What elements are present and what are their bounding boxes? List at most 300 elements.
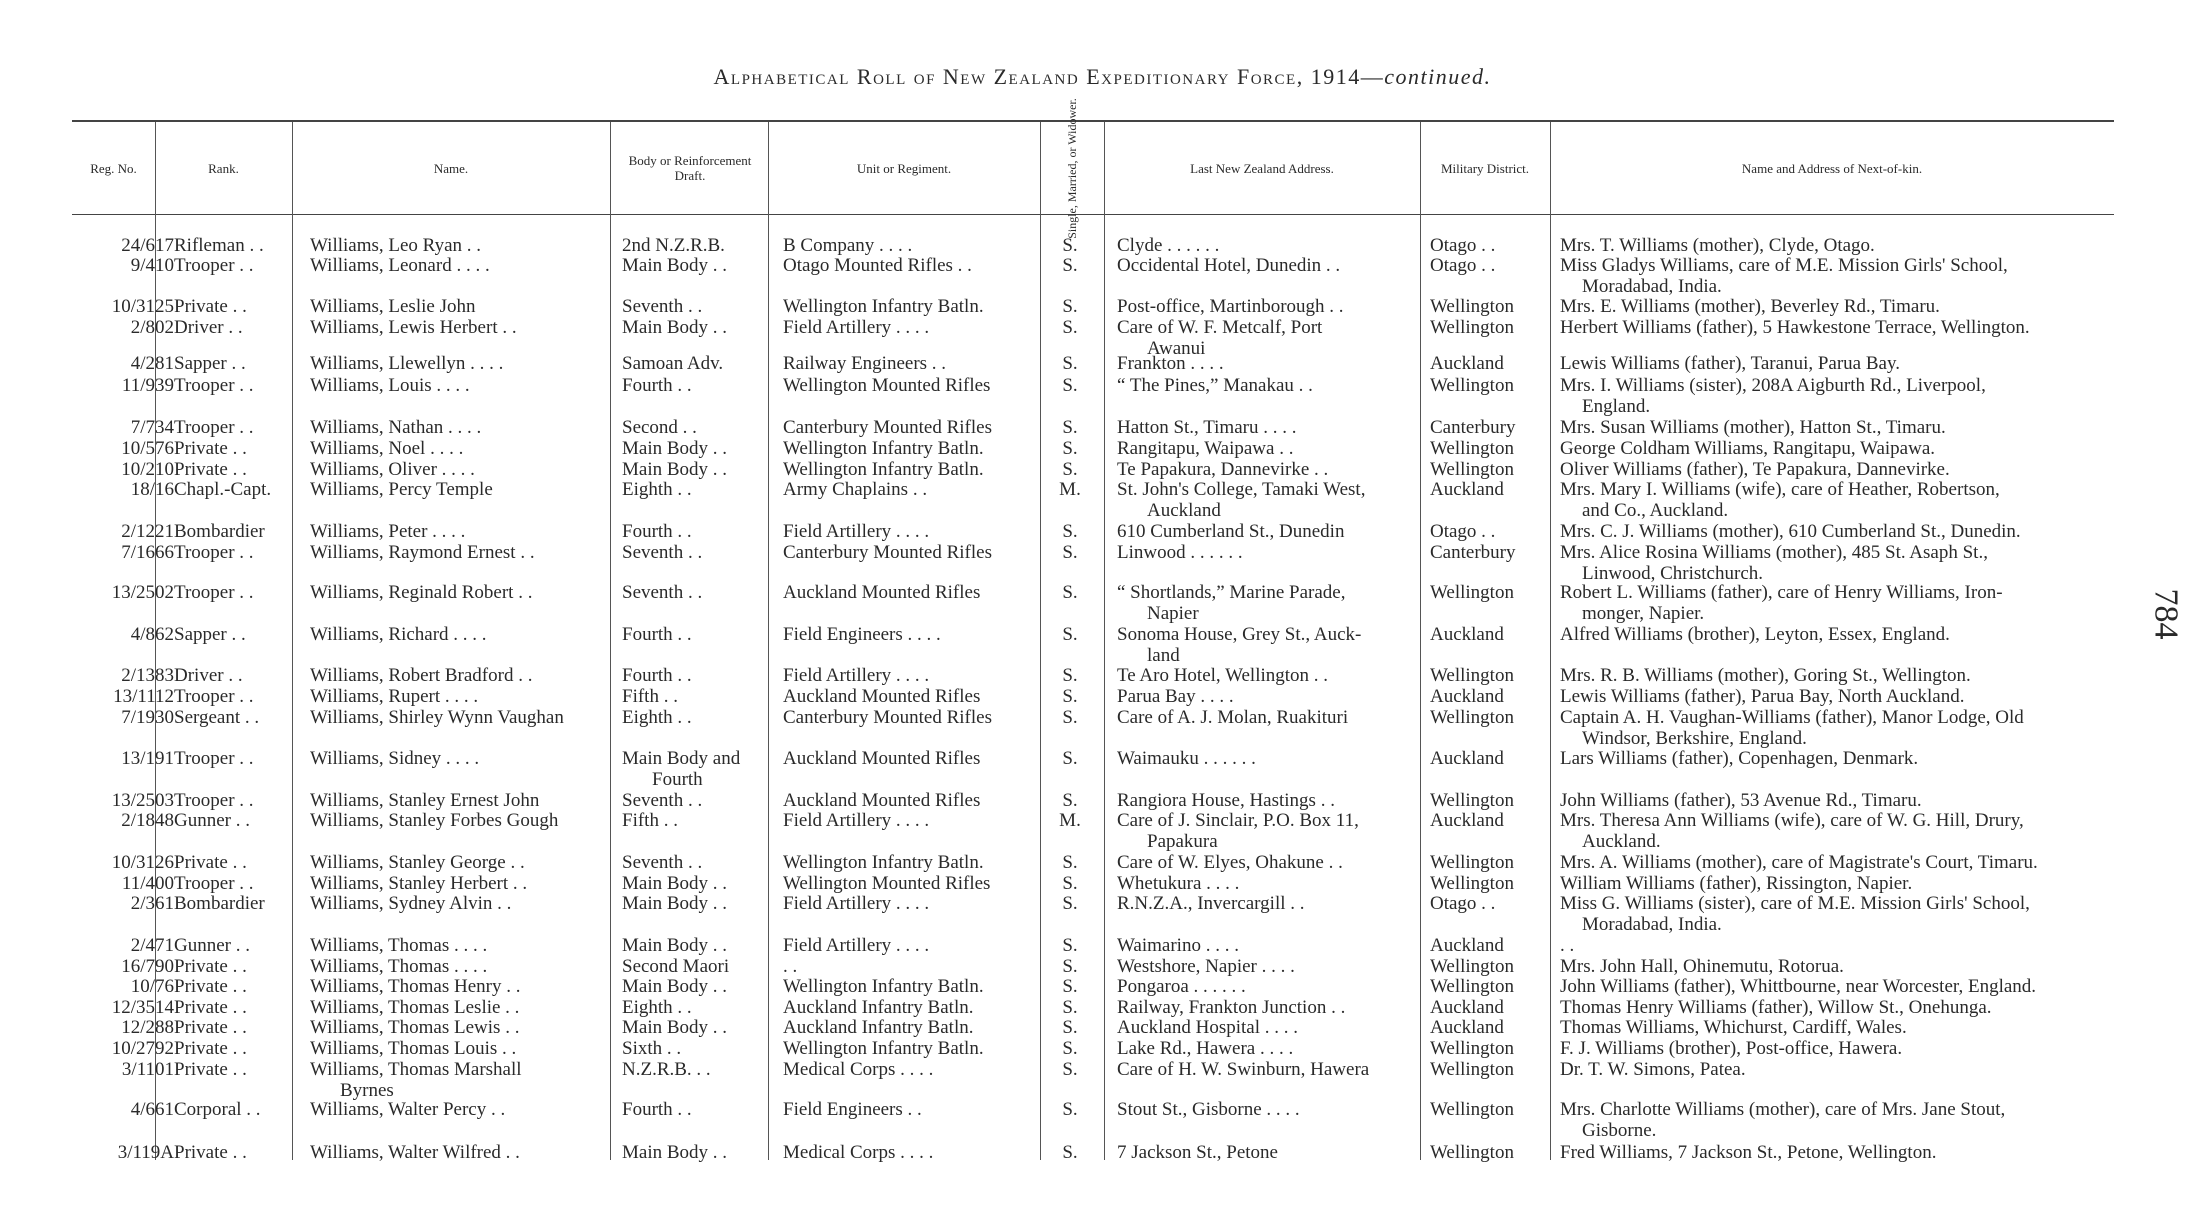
next-of-kin-cell-text: Mrs. C. J. Williams (mother), 610 Cumberland St., Dunedin. [1560, 521, 2021, 542]
status-cell-text: S. [1062, 582, 1078, 603]
title-main: Alphabetical Roll of New Zealand Expeditionary Force, 1914— [713, 64, 1385, 89]
name-cell-text: Williams, Thomas Lewis . . [310, 1017, 520, 1038]
body-cell-text: Fifth . . [622, 686, 678, 707]
address-cell-text: Westshore, Napier . . . . [1117, 956, 1295, 977]
status-cell [1040, 1060, 1100, 1081]
address-cell-text: Care of W. F. Metcalf, Port [1117, 317, 1323, 338]
reg-cell-text: 10/3125 [111, 296, 174, 317]
status-cell-text: S. [1062, 317, 1078, 338]
unit-cell [783, 256, 1033, 277]
district-cell [1430, 1039, 1550, 1060]
status-cell-text: S. [1062, 748, 1078, 769]
reg-cell [62, 1018, 174, 1039]
district-cell-text: Otago . . [1430, 893, 1496, 914]
name-cell [310, 1039, 605, 1060]
table-top-rule [72, 120, 2114, 122]
next-of-kin-cell [1560, 1060, 2120, 1081]
reg-cell-text: 13/1112 [113, 686, 174, 707]
body-cell [622, 687, 764, 708]
status-cell [1040, 936, 1100, 957]
name-cell-text: Williams, Thomas . . . . [310, 956, 488, 977]
body-cell [622, 1100, 764, 1121]
name-cell [310, 318, 605, 339]
status-cell-text: S. [1062, 375, 1078, 396]
reg-cell [62, 418, 174, 439]
header-single-married-text: Single, Married, or Widower. [1064, 97, 1079, 239]
body-cell [622, 318, 764, 339]
address-cell-text: Care of A. J. Molan, Ruakituri [1117, 707, 1349, 728]
rank-cell-text: Trooper . . [174, 790, 254, 811]
status-cell-text: M. [1059, 810, 1081, 831]
address-cell-text: Sonoma House, Grey St., Auck- [1117, 624, 1362, 645]
status-cell [1040, 236, 1100, 257]
status-cell [1040, 354, 1100, 375]
next-of-kin-cell [1560, 687, 2120, 708]
body-cell [622, 297, 764, 318]
district-cell-text: Auckland [1430, 1017, 1504, 1038]
reg-cell-text: 10/76 [130, 976, 174, 997]
next-of-kin-cell-text: Mrs. E. Williams (mother), Beverley Rd., Timaru. [1560, 296, 1940, 317]
reg-cell [62, 957, 174, 978]
unit-cell-text: Field Artillery . . . . [783, 893, 930, 914]
name-cell [310, 236, 605, 257]
reg-cell-text: 2/802 [130, 317, 174, 338]
status-cell [1040, 1018, 1100, 1039]
next-of-kin-cell [1560, 480, 2120, 521]
district-cell [1430, 480, 1550, 501]
body-cell-text: Second . . [622, 417, 697, 438]
status-cell [1040, 998, 1100, 1019]
body-cell-text: Fourth . . [622, 665, 692, 686]
district-cell-text: Wellington [1430, 852, 1514, 873]
district-cell [1430, 297, 1550, 318]
reg-cell-text: 13/191 [121, 748, 174, 769]
reg-cell-text: 24/617 [121, 235, 174, 256]
address-cell-text: Care of W. Elyes, Ohakune . . [1117, 852, 1343, 873]
body-cell-text: Seventh . . [622, 852, 703, 873]
next-of-kin-cell-text: Mrs. Theresa Ann Williams (wife), care of W. G. Hill, Drury, [1560, 810, 2024, 831]
rank-cell [174, 811, 292, 832]
name-cell-text: Williams, Rupert . . . . [310, 686, 479, 707]
district-cell-text: Otago . . [1430, 521, 1496, 542]
body-cell-text: Fourth . . [622, 375, 692, 396]
unit-cell [783, 1100, 1033, 1121]
status-cell [1040, 256, 1100, 277]
unit-cell [783, 811, 1033, 832]
unit-cell-text: B Company . . . . [783, 235, 913, 256]
unit-cell-text: Wellington Infantry Batln. [783, 459, 984, 480]
address-cell [1117, 998, 1415, 1019]
body-cell-text: Main Body . . [622, 1017, 728, 1038]
body-cell [622, 1039, 764, 1060]
district-cell [1430, 894, 1550, 915]
name-cell [310, 460, 605, 481]
rank-cell-text: Trooper . . [174, 542, 254, 563]
next-of-kin-cell [1560, 708, 2120, 749]
next-of-kin-cell-text: Miss Gladys Williams, care of M.E. Mission Girls' School, [1560, 255, 2008, 276]
district-cell [1430, 256, 1550, 277]
next-of-kin-cell-text: Thomas Henry Williams (father), Willow St., Onehunga. [1560, 997, 1992, 1018]
name-cell-text: Williams, Shirley Wynn Vaughan [310, 707, 564, 728]
rank-cell-text: Sapper . . [174, 624, 246, 645]
name-cell-text: Williams, Thomas Henry . . [310, 976, 521, 997]
next-of-kin-cell-continuation: monger, Napier. [1582, 602, 1705, 624]
next-of-kin-cell [1560, 354, 2120, 375]
rank-cell-text: Chapl.-Capt. [174, 479, 272, 500]
status-cell-text: S. [1062, 417, 1078, 438]
district-cell-text: Canterbury [1430, 417, 1516, 438]
rank-cell [174, 297, 292, 318]
unit-cell-text: Wellington Infantry Batln. [783, 438, 984, 459]
unit-cell [783, 583, 1033, 604]
next-of-kin-cell-text: Herbert Williams (father), 5 Hawkestone Terrace, Wellington. [1560, 317, 2030, 338]
next-of-kin-cell-continuation: Auckland. [1582, 830, 1661, 852]
address-cell-text: Auckland Hospital . . . . [1117, 1017, 1299, 1038]
next-of-kin-cell [1560, 460, 2120, 481]
header-body: Body or Reinforcement Draft. [628, 153, 752, 183]
body-cell [622, 666, 764, 687]
reg-cell [62, 749, 174, 770]
next-of-kin-cell [1560, 811, 2120, 852]
rank-cell-text: Private . . [174, 1142, 247, 1163]
body-cell-text: Fourth . . [622, 1099, 692, 1120]
rank-cell [174, 666, 292, 687]
district-cell [1430, 1018, 1550, 1039]
status-cell-text: S. [1062, 976, 1078, 997]
reg-cell-text: 12/288 [121, 1017, 174, 1038]
status-cell-text: S. [1062, 1142, 1078, 1163]
name-cell-text: Williams, Leonard . . . . [310, 255, 490, 276]
rank-cell [174, 998, 292, 1019]
name-cell [310, 666, 605, 687]
rank-cell [174, 522, 292, 543]
next-of-kin-cell-text: Mrs. A. Williams (mother), care of Magistrate's Court, Timaru. [1560, 852, 2038, 873]
rank-cell-text: Driver . . [174, 665, 243, 686]
name-cell-text: Williams, Oliver . . . . [310, 459, 475, 480]
rank-cell [174, 1100, 292, 1121]
unit-cell [783, 297, 1033, 318]
reg-cell [62, 1060, 174, 1081]
unit-cell-text: Otago Mounted Rifles . . [783, 255, 972, 276]
name-cell [310, 894, 605, 915]
title-continued: continued. [1384, 64, 1492, 89]
body-cell [622, 791, 764, 812]
rank-cell [174, 236, 292, 257]
district-cell [1430, 354, 1550, 375]
address-cell [1117, 480, 1415, 521]
rank-cell-text: Private . . [174, 438, 247, 459]
name-cell [310, 418, 605, 439]
reg-cell [62, 791, 174, 812]
address-cell-text: Railway, Frankton Junction . . [1117, 997, 1346, 1018]
body-cell [622, 418, 764, 439]
next-of-kin-cell-text: Lars Williams (father), Copenhagen, Denmark. [1560, 748, 1919, 769]
next-of-kin-cell [1560, 1018, 2120, 1039]
rank-cell [174, 625, 292, 646]
address-cell-text: Care of H. W. Swinburn, Hawera [1117, 1059, 1370, 1080]
next-of-kin-cell-text: Oliver Williams (father), Te Papakura, Dannevirke. [1560, 459, 1950, 480]
next-of-kin-cell-text: Robert L. Williams (father), care of Henry Williams, Iron- [1560, 582, 2003, 603]
header-address: Last New Zealand Address. [1190, 160, 1334, 176]
unit-cell [783, 1060, 1033, 1081]
rank-cell-text: Private . . [174, 997, 247, 1018]
header-reg-no: Reg. No. [90, 160, 137, 176]
address-cell [1117, 439, 1415, 460]
unit-cell-text: Canterbury Mounted Rifles [783, 707, 992, 728]
reg-cell [62, 480, 174, 501]
district-cell-text: Wellington [1430, 317, 1514, 338]
body-cell-text: Seventh . . [622, 542, 703, 563]
unit-cell [783, 460, 1033, 481]
next-of-kin-cell-text: Mrs. John Hall, Ohinemutu, Rotorua. [1560, 956, 1844, 977]
status-cell-text: M. [1059, 479, 1081, 500]
rank-cell [174, 583, 292, 604]
reg-cell [62, 977, 174, 998]
unit-cell-text: Field Artillery . . . . [783, 521, 930, 542]
district-cell-text: Wellington [1430, 873, 1514, 894]
unit-cell [783, 791, 1033, 812]
district-cell-text: Otago . . [1430, 255, 1496, 276]
reg-cell [62, 318, 174, 339]
next-of-kin-cell-continuation: Windsor, Berkshire, England. [1582, 727, 1807, 749]
unit-cell-text: Army Chaplains . . [783, 479, 928, 500]
address-cell [1117, 894, 1415, 915]
address-cell-text: 7 Jackson St., Petone [1117, 1142, 1278, 1163]
unit-cell-text: Auckland Mounted Rifles [783, 748, 981, 769]
body-cell-text: Main Body and [622, 748, 741, 769]
reg-cell [62, 687, 174, 708]
rank-cell [174, 256, 292, 277]
rank-cell [174, 543, 292, 564]
address-cell-continuation: Napier [1147, 602, 1199, 624]
address-cell [1117, 1060, 1415, 1081]
address-cell [1117, 1039, 1415, 1060]
rank-cell-text: Private . . [174, 976, 247, 997]
name-cell [310, 811, 605, 832]
address-cell [1117, 749, 1415, 770]
next-of-kin-cell-continuation: Linwood, Christchurch. [1582, 562, 1764, 584]
unit-cell [783, 236, 1033, 257]
rank-cell-text: Gunner . . [174, 810, 250, 831]
next-of-kin-cell [1560, 543, 2120, 584]
next-of-kin-cell [1560, 625, 2120, 646]
rank-cell-text: Trooper . . [174, 748, 254, 769]
name-cell [310, 687, 605, 708]
status-cell [1040, 480, 1100, 501]
address-cell [1117, 460, 1415, 481]
unit-cell [783, 354, 1033, 375]
name-cell-text: Williams, Leo Ryan . . [310, 235, 482, 256]
next-of-kin-cell-continuation: England. [1582, 395, 1651, 417]
unit-cell [783, 977, 1033, 998]
name-cell [310, 957, 605, 978]
address-cell [1117, 687, 1415, 708]
reg-cell [62, 708, 174, 729]
name-cell-text: Williams, Thomas Louis . . [310, 1038, 517, 1059]
next-of-kin-cell [1560, 853, 2120, 874]
next-of-kin-cell-text: John Williams (father), 53 Avenue Rd., Timaru. [1560, 790, 1922, 811]
address-cell-continuation: land [1147, 644, 1180, 666]
body-cell-text: Main Body . . [622, 935, 728, 956]
name-cell-text: Williams, Peter . . . . [310, 521, 466, 542]
column-divider [1420, 122, 1421, 1160]
reg-cell-text: 18/16 [130, 479, 174, 500]
district-cell [1430, 998, 1550, 1019]
rank-cell-text: Private . . [174, 1059, 247, 1080]
reg-cell-text: 13/2503 [111, 790, 174, 811]
unit-cell-text: Field Artillery . . . . [783, 935, 930, 956]
name-cell-text: Williams, Thomas . . . . [310, 935, 488, 956]
body-cell-text: Fifth . . [622, 810, 678, 831]
unit-cell-text: Field Artillery . . . . [783, 665, 930, 686]
status-cell [1040, 625, 1100, 646]
reg-cell-text: 11/939 [121, 375, 174, 396]
address-cell-continuation: Awanui [1147, 337, 1206, 359]
district-cell [1430, 318, 1550, 339]
body-cell [622, 957, 764, 978]
unit-cell-text: Auckland Mounted Rifles [783, 686, 981, 707]
rank-cell [174, 749, 292, 770]
rank-cell [174, 354, 292, 375]
rank-cell-text: Bombardier [174, 521, 265, 542]
name-cell [310, 625, 605, 646]
body-cell [622, 894, 764, 915]
district-cell-text: Otago . . [1430, 235, 1496, 256]
address-cell-text: Waimauku . . . . . . [1117, 748, 1256, 769]
next-of-kin-cell [1560, 791, 2120, 812]
next-of-kin-cell-text: Mrs. Charlotte Williams (mother), care of Mrs. Jane Stout, [1560, 1099, 2006, 1120]
name-cell [310, 708, 605, 729]
body-cell [622, 439, 764, 460]
rank-cell-text: Private . . [174, 459, 247, 480]
unit-cell-text: Canterbury Mounted Rifles [783, 417, 992, 438]
status-cell [1040, 522, 1100, 543]
unit-cell-text: Field Artillery . . . . [783, 317, 930, 338]
district-cell [1430, 853, 1550, 874]
body-cell [622, 874, 764, 895]
unit-cell [783, 874, 1033, 895]
reg-cell [62, 853, 174, 874]
status-cell-text: S. [1062, 852, 1078, 873]
district-cell [1430, 1060, 1550, 1081]
unit-cell-text: Medical Corps . . . . [783, 1059, 934, 1080]
body-cell-text: Main Body . . [622, 438, 728, 459]
status-cell-text: S. [1062, 686, 1078, 707]
status-cell [1040, 791, 1100, 812]
body-cell-text: Main Body . . [622, 255, 728, 276]
unit-cell [783, 666, 1033, 687]
reg-cell-text: 12/3514 [111, 997, 174, 1018]
rank-cell [174, 1039, 292, 1060]
unit-cell [783, 957, 1033, 978]
rank-cell-text: Trooper . . [174, 686, 254, 707]
header-unit: Unit or Regiment. [856, 160, 952, 176]
reg-cell-text: 7/1930 [121, 707, 174, 728]
name-cell [310, 439, 605, 460]
status-cell [1040, 418, 1100, 439]
district-cell-text: Wellington [1430, 582, 1514, 603]
district-cell-text: Auckland [1430, 479, 1504, 500]
body-cell [622, 543, 764, 564]
next-of-kin-cell-text: . . [1560, 935, 1575, 956]
next-of-kin-cell [1560, 1100, 2120, 1141]
name-cell [310, 749, 605, 770]
name-cell-text: Williams, Llewellyn . . . . [310, 353, 504, 374]
district-cell-text: Auckland [1430, 353, 1504, 374]
district-cell-text: Wellington [1430, 296, 1514, 317]
district-cell [1430, 583, 1550, 604]
rank-cell [174, 318, 292, 339]
district-cell [1430, 236, 1550, 257]
status-cell [1040, 749, 1100, 770]
rank-cell-text: Private . . [174, 956, 247, 977]
name-cell [310, 977, 605, 998]
address-cell [1117, 977, 1415, 998]
body-cell-text: Seventh . . [622, 296, 703, 317]
unit-cell-text: Field Artillery . . . . [783, 810, 930, 831]
next-of-kin-cell-text: Fred Williams, 7 Jackson St., Petone, Wellington. [1560, 1142, 1937, 1163]
address-cell-text: Occidental Hotel, Dunedin . . [1117, 255, 1341, 276]
address-cell-text: “ The Pines,” Manakau . . [1117, 375, 1313, 396]
body-cell-text: Seventh . . [622, 790, 703, 811]
rank-cell [174, 418, 292, 439]
next-of-kin-cell-continuation: Moradabad, India. [1582, 913, 1722, 935]
status-cell [1040, 1100, 1100, 1121]
unit-cell [783, 480, 1033, 501]
address-cell-text: Care of J. Sinclair, P.O. Box 11, [1117, 810, 1359, 831]
district-cell [1430, 687, 1550, 708]
name-cell [310, 256, 605, 277]
name-cell [310, 998, 605, 1019]
next-of-kin-cell [1560, 1143, 2120, 1164]
status-cell [1040, 318, 1100, 339]
address-cell-text: Post-office, Martinborough . . [1117, 296, 1344, 317]
next-of-kin-cell-text: Thomas Williams, Whichurst, Cardiff, Wales. [1560, 1017, 1907, 1038]
reg-cell-text: 2/361 [130, 893, 174, 914]
name-cell-text: Williams, Louis . . . . [310, 375, 470, 396]
name-cell-text: Williams, Reginald Robert . . [310, 582, 533, 603]
rank-cell [174, 439, 292, 460]
status-cell-text: S. [1062, 235, 1078, 256]
reg-cell [62, 522, 174, 543]
body-cell-text: 2nd N.Z.R.B. [622, 235, 725, 256]
next-of-kin-cell-text: F. J. Williams (brother), Post-office, Hawera. [1560, 1038, 1903, 1059]
address-cell [1117, 418, 1415, 439]
next-of-kin-cell [1560, 977, 2120, 998]
status-cell [1040, 1143, 1100, 1164]
status-cell-text: S. [1062, 521, 1078, 542]
name-cell [310, 936, 605, 957]
body-cell [622, 1018, 764, 1039]
next-of-kin-cell-text: Mrs. Alice Rosina Williams (mother), 485 St. Asaph St., [1560, 542, 1988, 563]
name-cell [310, 1100, 605, 1121]
status-cell [1040, 708, 1100, 729]
column-divider [292, 122, 293, 1160]
district-cell [1430, 376, 1550, 397]
address-cell [1117, 376, 1415, 397]
address-cell-text: Whetukura . . . . [1117, 873, 1240, 894]
reg-cell-text: 10/210 [121, 459, 174, 480]
district-cell-text: Auckland [1430, 810, 1504, 831]
unit-cell-text: Railway Engineers . . [783, 353, 947, 374]
reg-cell [62, 894, 174, 915]
status-cell-text: S. [1062, 935, 1078, 956]
district-cell-text: Wellington [1430, 707, 1514, 728]
district-cell [1430, 418, 1550, 439]
address-cell [1117, 522, 1415, 543]
status-cell [1040, 874, 1100, 895]
address-cell-text: Lake Rd., Hawera . . . . [1117, 1038, 1294, 1059]
